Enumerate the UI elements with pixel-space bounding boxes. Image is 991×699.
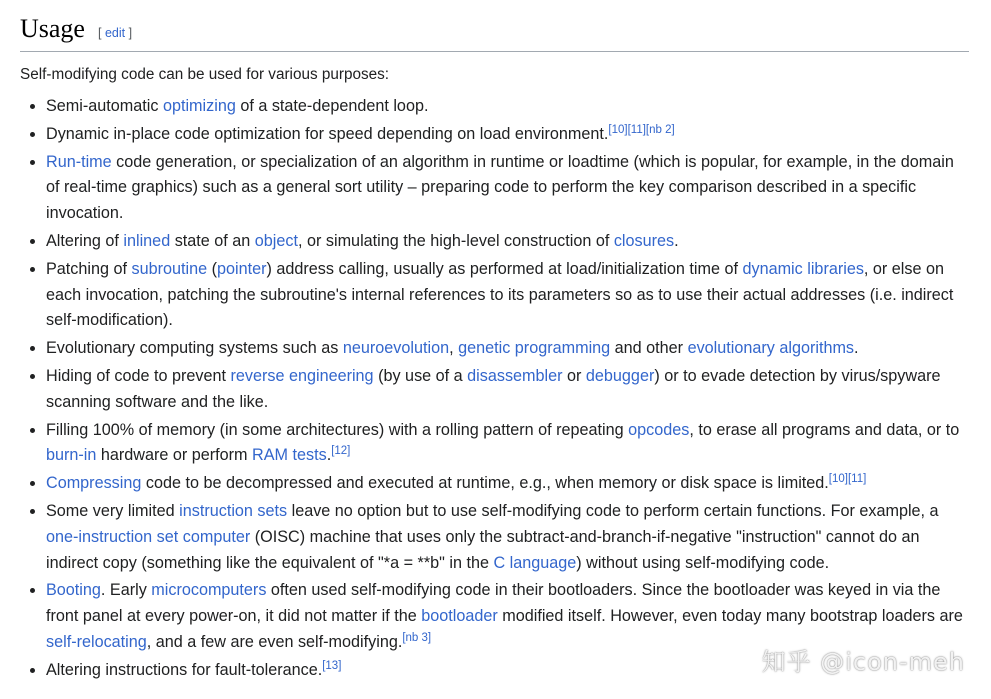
item-text: ) or to evade detection by virus/spyware scanning software and the like. <box>46 366 941 411</box>
article-link[interactable]: one-instruction set computer <box>46 527 251 546</box>
item-text: , or simulating the high-level construction of <box>298 231 614 250</box>
usage-item <box>46 94 969 120</box>
article-link[interactable]: burn-in <box>46 446 97 465</box>
item-text: Altering of <box>46 231 124 250</box>
edit-link[interactable]: edit <box>104 26 126 40</box>
item-text: . <box>674 231 679 250</box>
article-link[interactable]: Booting <box>46 581 101 600</box>
item-text: Altering instructions for fault-tolerance. <box>46 660 323 679</box>
usage-item <box>46 257 969 334</box>
article-link[interactable]: self-relocating <box>46 632 147 651</box>
article-link[interactable]: reverse engineering <box>230 366 374 385</box>
item-text: and other <box>610 339 688 358</box>
item-text: hardware or perform <box>96 446 253 465</box>
article-link[interactable]: microcomputers <box>151 581 267 600</box>
intro-paragraph: Self-modifying code can be used for various purposes: <box>20 66 390 83</box>
item-text: of a state-dependent loop. <box>235 97 429 115</box>
section-heading <box>20 12 969 52</box>
usage-item <box>46 418 969 470</box>
article-link[interactable]: inlined <box>123 231 171 250</box>
article-link[interactable]: Run-time <box>46 152 112 171</box>
item-text: or <box>562 366 586 385</box>
item-text: Patching of <box>46 259 132 278</box>
usage-item <box>46 122 969 148</box>
article-link[interactable]: debugger <box>585 366 655 385</box>
usage-item <box>46 471 969 497</box>
citation-ref[interactable]: [10] <box>828 473 848 486</box>
article-link[interactable]: opcodes <box>628 420 690 439</box>
article-link[interactable]: C language <box>493 553 577 572</box>
item-text: modified itself. However, even today many bootstrap loaders are <box>497 607 963 626</box>
item-text: . Early <box>100 581 152 600</box>
item-text: Hiding of code to prevent <box>46 366 231 385</box>
article-link[interactable]: optimizing <box>162 97 236 115</box>
item-text: ) address calling, usually as performed at load/initialization time of <box>266 259 743 278</box>
item-text: . <box>854 339 859 358</box>
article-link[interactable]: dynamic libraries <box>742 259 864 278</box>
section-title: Usage <box>20 14 85 43</box>
item-text: state of an <box>170 231 255 250</box>
item-text: , to erase all programs and data, or to <box>689 420 960 439</box>
citation-ref[interactable]: [nb 2] <box>645 123 675 136</box>
item-text: code generation, or specialization of an algorithm in runtime or loadtime (which is popular, for example, in the domain of real-time graphics) such as a general sort utility – preparing code to perform the key comparison described in a specific invocation. <box>46 152 954 223</box>
item-text: Dynamic in-place code optimization for speed depending on load environment. <box>46 124 609 143</box>
citation-ref[interactable]: [11] <box>847 473 867 486</box>
article-link[interactable]: evolutionary algorithms <box>687 339 855 358</box>
article-section <box>20 12 969 686</box>
item-text: often used self-modifying code in their bootloaders. Since the bootloader was keyed in via the front panel at every power-on, it did not matter if the <box>46 581 941 626</box>
item-text: Filling 100% of memory (in some architectures) with a rolling pattern of repeating <box>46 420 629 439</box>
watermark: 知乎 @icon-meh <box>761 648 965 676</box>
article-link[interactable]: bootloader <box>421 607 498 626</box>
item-text: Evolutionary computing systems such as <box>46 339 343 358</box>
citation-ref[interactable]: [12] <box>331 445 351 458</box>
article-link[interactable]: object <box>254 231 298 250</box>
edit-bracket-open: [ <box>97 26 105 40</box>
article-link[interactable]: closures <box>613 231 675 250</box>
usage-item <box>46 229 969 255</box>
item-text: Semi-automatic <box>46 97 163 115</box>
usage-list <box>20 94 969 684</box>
edit-bracket-close: ] <box>125 26 133 40</box>
article-link[interactable]: subroutine <box>131 259 208 278</box>
item-text: Some very limited <box>46 501 180 520</box>
edit-section <box>98 26 132 40</box>
citation-ref[interactable]: [11] <box>627 123 646 136</box>
item-text: ( <box>207 259 217 278</box>
usage-item <box>46 364 969 416</box>
citation-ref[interactable]: [13] <box>322 659 342 672</box>
usage-item <box>46 499 969 576</box>
article-link[interactable]: RAM tests <box>252 446 327 465</box>
article-link[interactable]: genetic programming <box>458 339 611 358</box>
citation-ref[interactable]: [nb 3] <box>402 631 432 644</box>
item-text: (by use of a <box>373 366 468 385</box>
usage-item <box>46 150 969 227</box>
usage-item <box>46 336 969 362</box>
citation-ref[interactable]: [10] <box>608 123 628 136</box>
article-link[interactable]: Compressing <box>46 474 142 493</box>
item-text: (OISC) machine that uses only the subtract-and-branch-if-negative "instruction" cannot do an indirect copy (something like the equivalent of "*a = **b" in the <box>46 527 920 572</box>
item-text: , or else on each invocation, patching the subroutine's internal references to its parameters so as to use their actual addresses (i.e. indirect self-modification). <box>46 259 954 330</box>
article-link[interactable]: pointer <box>217 259 267 278</box>
item-text: . <box>326 446 332 465</box>
article-link[interactable]: disassembler <box>467 366 563 385</box>
item-text: , <box>449 339 459 358</box>
article-link[interactable]: neuroevolution <box>342 339 450 358</box>
item-text: ) without using self-modifying code. <box>576 553 830 572</box>
item-text: , and a few are even self-modifying. <box>146 632 403 651</box>
item-text: leave no option but to use self-modifying code to perform certain functions. For example, a <box>287 501 939 520</box>
article-link[interactable]: instruction sets <box>179 501 288 520</box>
item-text: code to be decompressed and executed at runtime, e.g., when memory or disk space is limited. <box>141 474 829 493</box>
